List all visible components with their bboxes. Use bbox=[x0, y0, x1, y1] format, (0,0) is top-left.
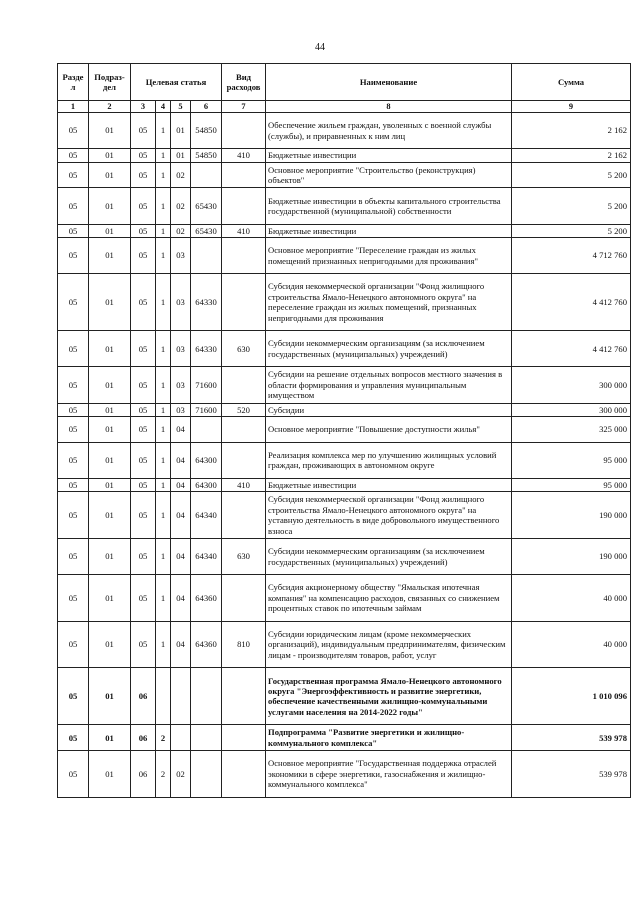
event-cell: 02 bbox=[171, 224, 191, 237]
podrazdel-cell: 01 bbox=[89, 668, 131, 725]
podrazdel-cell: 01 bbox=[89, 237, 131, 273]
header-row bbox=[58, 64, 631, 101]
expense-type-cell bbox=[222, 668, 266, 725]
direction-cell: 64340 bbox=[191, 538, 222, 574]
sum-cell: 95 000 bbox=[512, 478, 631, 491]
direction-cell: 54850 bbox=[191, 113, 222, 149]
razdel-cell: 05 bbox=[58, 416, 89, 442]
sum-cell: 4 412 760 bbox=[512, 331, 631, 367]
table-row bbox=[58, 538, 631, 574]
program-cell: 05 bbox=[131, 237, 156, 273]
podrazdel-cell: 01 bbox=[89, 751, 131, 798]
name-cell: Бюджетные инвестиции bbox=[266, 224, 512, 237]
direction-cell: 64300 bbox=[191, 442, 222, 478]
podrazdel-cell: 01 bbox=[89, 113, 131, 149]
event-cell: 03 bbox=[171, 403, 191, 416]
direction-cell bbox=[191, 725, 222, 751]
expense-type-cell: 410 bbox=[222, 224, 266, 237]
expense-type-cell: 410 bbox=[222, 149, 266, 162]
razdel-cell: 05 bbox=[58, 725, 89, 751]
event-cell: 04 bbox=[171, 538, 191, 574]
sum-cell: 4 712 760 bbox=[512, 237, 631, 273]
program-cell: 05 bbox=[131, 403, 156, 416]
program-cell: 05 bbox=[131, 538, 156, 574]
razdel-cell: 05 bbox=[58, 442, 89, 478]
name-cell: Обеспечение жильем граждан, уволенных с военной службы (службы), и приравненных к ним лиц bbox=[266, 113, 512, 149]
expense-type-cell bbox=[222, 274, 266, 331]
program-cell: 05 bbox=[131, 478, 156, 491]
podrazdel-cell: 01 bbox=[89, 416, 131, 442]
razdel-cell: 05 bbox=[58, 188, 89, 224]
program-cell: 06 bbox=[131, 751, 156, 798]
sum-cell: 325 000 bbox=[512, 416, 631, 442]
expense-type-cell bbox=[222, 237, 266, 273]
direction-cell bbox=[191, 162, 222, 188]
program-cell: 05 bbox=[131, 442, 156, 478]
table-row bbox=[58, 668, 631, 725]
column-number: 1 bbox=[58, 101, 89, 113]
program-cell: 05 bbox=[131, 416, 156, 442]
event-cell: 04 bbox=[171, 442, 191, 478]
direction-cell bbox=[191, 668, 222, 725]
podrazdel-cell: 01 bbox=[89, 725, 131, 751]
expense-type-cell bbox=[222, 575, 266, 622]
name-cell: Субсидия акционерному обществу "Ямальская ипотечная компания" на компенсацию расходов, связанных со снижением процентных ставок по ипотечным займам bbox=[266, 575, 512, 622]
program-cell: 05 bbox=[131, 575, 156, 622]
budget-table bbox=[57, 63, 631, 798]
program-cell: 05 bbox=[131, 331, 156, 367]
column-number: 3 bbox=[131, 101, 156, 113]
table-row bbox=[58, 442, 631, 478]
table-row bbox=[58, 162, 631, 188]
table-row bbox=[58, 416, 631, 442]
razdel-cell: 05 bbox=[58, 224, 89, 237]
sum-cell: 4 412 760 bbox=[512, 274, 631, 331]
table-row bbox=[58, 492, 631, 539]
page-number: 44 bbox=[315, 42, 325, 53]
direction-cell: 65430 bbox=[191, 188, 222, 224]
name-cell: Субсидии некоммерческим организациям (за исключением государственных (муниципальных) учреждений) bbox=[266, 331, 512, 367]
subprogram-cell: 1 bbox=[156, 492, 171, 539]
name-cell: Бюджетные инвестиции в объекты капитального строительства государственной (муниципальной) собственности bbox=[266, 188, 512, 224]
program-cell: 06 bbox=[131, 668, 156, 725]
table-row bbox=[58, 575, 631, 622]
expense-type-cell: 520 bbox=[222, 403, 266, 416]
expense-type-cell: 630 bbox=[222, 331, 266, 367]
header-expense-type: Вид расходов bbox=[222, 64, 266, 101]
expense-type-cell bbox=[222, 442, 266, 478]
podrazdel-cell: 01 bbox=[89, 331, 131, 367]
sum-cell: 190 000 bbox=[512, 538, 631, 574]
name-cell: Субсидия некоммерческой организации "Фонд жилищного строительства Ямало-Ненецкого автономного округа" на уставную деятельность в виде добровольного имущественного взноса bbox=[266, 492, 512, 539]
subprogram-cell: 1 bbox=[156, 331, 171, 367]
header-target-article: Целевая статья bbox=[131, 64, 222, 101]
header-podrazdel: Подраз- дел bbox=[89, 64, 131, 101]
column-number-row bbox=[58, 101, 631, 113]
event-cell: 04 bbox=[171, 575, 191, 622]
direction-cell: 64330 bbox=[191, 331, 222, 367]
direction-cell: 54850 bbox=[191, 149, 222, 162]
event-cell: 02 bbox=[171, 162, 191, 188]
program-cell: 05 bbox=[131, 492, 156, 539]
razdel-cell: 05 bbox=[58, 331, 89, 367]
razdel-cell: 05 bbox=[58, 403, 89, 416]
program-cell: 05 bbox=[131, 113, 156, 149]
name-cell: Основное мероприятие "Строительство (реконструкция) объектов" bbox=[266, 162, 512, 188]
sum-cell: 95 000 bbox=[512, 442, 631, 478]
event-cell: 04 bbox=[171, 416, 191, 442]
column-number: 8 bbox=[266, 101, 512, 113]
column-number: 9 bbox=[512, 101, 631, 113]
subprogram-cell: 1 bbox=[156, 162, 171, 188]
podrazdel-cell: 01 bbox=[89, 367, 131, 403]
table-row bbox=[58, 149, 631, 162]
podrazdel-cell: 01 bbox=[89, 538, 131, 574]
name-cell: Бюджетные инвестиции bbox=[266, 149, 512, 162]
razdel-cell: 05 bbox=[58, 575, 89, 622]
subprogram-cell: 1 bbox=[156, 237, 171, 273]
direction-cell: 64340 bbox=[191, 492, 222, 539]
podrazdel-cell: 01 bbox=[89, 575, 131, 622]
header-razdel: Разде л bbox=[58, 64, 89, 101]
name-cell: Реализация комплекса мер по улучшению жилищных условий граждан, проживающих в автономном округе bbox=[266, 442, 512, 478]
name-cell: Субсидии юридическим лицам (кроме некоммерческих организаций), индивидуальным предпринимателям, физическим лицам - производителям товаров, работ, услуг bbox=[266, 621, 512, 668]
expense-type-cell bbox=[222, 367, 266, 403]
program-cell: 05 bbox=[131, 274, 156, 331]
event-cell bbox=[171, 668, 191, 725]
subprogram-cell: 1 bbox=[156, 367, 171, 403]
program-cell: 05 bbox=[131, 162, 156, 188]
direction-cell bbox=[191, 237, 222, 273]
name-cell: Субсидия некоммерческой организации "Фонд жилищного строительства Ямало-Ненецкого автономного округа" на переселение граждан из жилых помещений, признанных непригодными для проживания bbox=[266, 274, 512, 331]
sum-cell: 2 162 bbox=[512, 149, 631, 162]
direction-cell: 64360 bbox=[191, 621, 222, 668]
sum-cell: 190 000 bbox=[512, 492, 631, 539]
event-cell bbox=[171, 725, 191, 751]
razdel-cell: 05 bbox=[58, 113, 89, 149]
direction-cell: 65430 bbox=[191, 224, 222, 237]
name-cell: Государственная программа Ямало-Ненецкого автономного округа "Энергоэффективность и развитие энергетики, обеспечение качественными жилищно-коммунальными услугами населения на 2014-2022 годы" bbox=[266, 668, 512, 725]
podrazdel-cell: 01 bbox=[89, 442, 131, 478]
name-cell: Субсидии bbox=[266, 403, 512, 416]
direction-cell: 71600 bbox=[191, 367, 222, 403]
name-cell: Подпрограмма "Развитие энергетики и жилищно-коммунального комплекса" bbox=[266, 725, 512, 751]
table-body bbox=[58, 113, 631, 798]
razdel-cell: 05 bbox=[58, 149, 89, 162]
subprogram-cell: 1 bbox=[156, 538, 171, 574]
program-cell: 05 bbox=[131, 224, 156, 237]
event-cell: 04 bbox=[171, 492, 191, 539]
column-number: 2 bbox=[89, 101, 131, 113]
subprogram-cell: 2 bbox=[156, 725, 171, 751]
subprogram-cell: 1 bbox=[156, 478, 171, 491]
razdel-cell: 05 bbox=[58, 367, 89, 403]
event-cell: 03 bbox=[171, 331, 191, 367]
table-row bbox=[58, 367, 631, 403]
event-cell: 03 bbox=[171, 367, 191, 403]
table-row bbox=[58, 237, 631, 273]
subprogram-cell: 1 bbox=[156, 442, 171, 478]
sum-cell: 40 000 bbox=[512, 575, 631, 622]
podrazdel-cell: 01 bbox=[89, 478, 131, 491]
podrazdel-cell: 01 bbox=[89, 188, 131, 224]
column-number: 4 bbox=[156, 101, 171, 113]
expense-type-cell bbox=[222, 725, 266, 751]
expense-type-cell bbox=[222, 113, 266, 149]
sum-cell: 300 000 bbox=[512, 403, 631, 416]
subprogram-cell: 1 bbox=[156, 188, 171, 224]
subprogram-cell: 2 bbox=[156, 751, 171, 798]
sum-cell: 5 200 bbox=[512, 224, 631, 237]
table-row bbox=[58, 403, 631, 416]
podrazdel-cell: 01 bbox=[89, 162, 131, 188]
table-row bbox=[58, 751, 631, 798]
table-row bbox=[58, 725, 631, 751]
subprogram-cell: 1 bbox=[156, 113, 171, 149]
event-cell: 02 bbox=[171, 188, 191, 224]
column-number: 7 bbox=[222, 101, 266, 113]
subprogram-cell: 1 bbox=[156, 224, 171, 237]
program-cell: 05 bbox=[131, 367, 156, 403]
name-cell: Бюджетные инвестиции bbox=[266, 478, 512, 491]
event-cell: 04 bbox=[171, 478, 191, 491]
direction-cell bbox=[191, 751, 222, 798]
sum-cell: 539 978 bbox=[512, 751, 631, 798]
name-cell: Основное мероприятие "Повышение доступности жилья" bbox=[266, 416, 512, 442]
program-cell: 05 bbox=[131, 188, 156, 224]
name-cell: Субсидии на решение отдельных вопросов местного значения в области формирования и управления муниципальным имуществом bbox=[266, 367, 512, 403]
razdel-cell: 05 bbox=[58, 492, 89, 539]
sum-cell: 539 978 bbox=[512, 725, 631, 751]
subprogram-cell: 1 bbox=[156, 403, 171, 416]
program-cell: 05 bbox=[131, 149, 156, 162]
event-cell: 03 bbox=[171, 274, 191, 331]
direction-cell: 64360 bbox=[191, 575, 222, 622]
razdel-cell: 05 bbox=[58, 237, 89, 273]
expense-type-cell bbox=[222, 188, 266, 224]
podrazdel-cell: 01 bbox=[89, 224, 131, 237]
subprogram-cell: 1 bbox=[156, 416, 171, 442]
sum-cell: 5 200 bbox=[512, 162, 631, 188]
table-row bbox=[58, 478, 631, 491]
name-cell: Основное мероприятие "Переселение граждан из жилых помещений признанных непригодными для проживания" bbox=[266, 237, 512, 273]
sum-cell: 2 162 bbox=[512, 113, 631, 149]
expense-type-cell: 810 bbox=[222, 621, 266, 668]
name-cell: Субсидии некоммерческим организациям (за исключением государственных (муниципальных) учреждений) bbox=[266, 538, 512, 574]
table-row bbox=[58, 224, 631, 237]
direction-cell: 64300 bbox=[191, 478, 222, 491]
podrazdel-cell: 01 bbox=[89, 274, 131, 331]
table-row bbox=[58, 621, 631, 668]
expense-type-cell bbox=[222, 416, 266, 442]
table-row bbox=[58, 188, 631, 224]
subprogram-cell: 1 bbox=[156, 621, 171, 668]
expense-type-cell: 410 bbox=[222, 478, 266, 491]
event-cell: 02 bbox=[171, 751, 191, 798]
razdel-cell: 05 bbox=[58, 621, 89, 668]
razdel-cell: 05 bbox=[58, 274, 89, 331]
razdel-cell: 05 bbox=[58, 162, 89, 188]
expense-type-cell bbox=[222, 162, 266, 188]
sum-cell: 5 200 bbox=[512, 188, 631, 224]
event-cell: 01 bbox=[171, 113, 191, 149]
header-name: Наименование bbox=[266, 64, 512, 101]
event-cell: 01 bbox=[171, 149, 191, 162]
razdel-cell: 05 bbox=[58, 478, 89, 491]
expense-type-cell: 630 bbox=[222, 538, 266, 574]
name-cell: Основное мероприятие "Государственная поддержка отраслей экономики в сфере энергетики, газоснабжения и жилищно-коммунального комплекса" bbox=[266, 751, 512, 798]
column-number: 6 bbox=[191, 101, 222, 113]
sum-cell: 300 000 bbox=[512, 367, 631, 403]
podrazdel-cell: 01 bbox=[89, 492, 131, 539]
subprogram-cell bbox=[156, 668, 171, 725]
podrazdel-cell: 01 bbox=[89, 149, 131, 162]
subprogram-cell: 1 bbox=[156, 575, 171, 622]
program-cell: 05 bbox=[131, 621, 156, 668]
header-sum: Сумма bbox=[512, 64, 631, 101]
event-cell: 03 bbox=[171, 237, 191, 273]
sum-cell: 40 000 bbox=[512, 621, 631, 668]
column-number: 5 bbox=[171, 101, 191, 113]
razdel-cell: 05 bbox=[58, 538, 89, 574]
table-row bbox=[58, 331, 631, 367]
expense-type-cell bbox=[222, 492, 266, 539]
direction-cell bbox=[191, 416, 222, 442]
subprogram-cell: 1 bbox=[156, 149, 171, 162]
podrazdel-cell: 01 bbox=[89, 403, 131, 416]
razdel-cell: 05 bbox=[58, 668, 89, 725]
razdel-cell: 05 bbox=[58, 751, 89, 798]
subprogram-cell: 1 bbox=[156, 274, 171, 331]
direction-cell: 71600 bbox=[191, 403, 222, 416]
podrazdel-cell: 01 bbox=[89, 621, 131, 668]
expense-type-cell bbox=[222, 751, 266, 798]
event-cell: 04 bbox=[171, 621, 191, 668]
direction-cell: 64330 bbox=[191, 274, 222, 331]
table-row bbox=[58, 274, 631, 331]
table-row bbox=[58, 113, 631, 149]
program-cell: 06 bbox=[131, 725, 156, 751]
sum-cell: 1 010 096 bbox=[512, 668, 631, 725]
